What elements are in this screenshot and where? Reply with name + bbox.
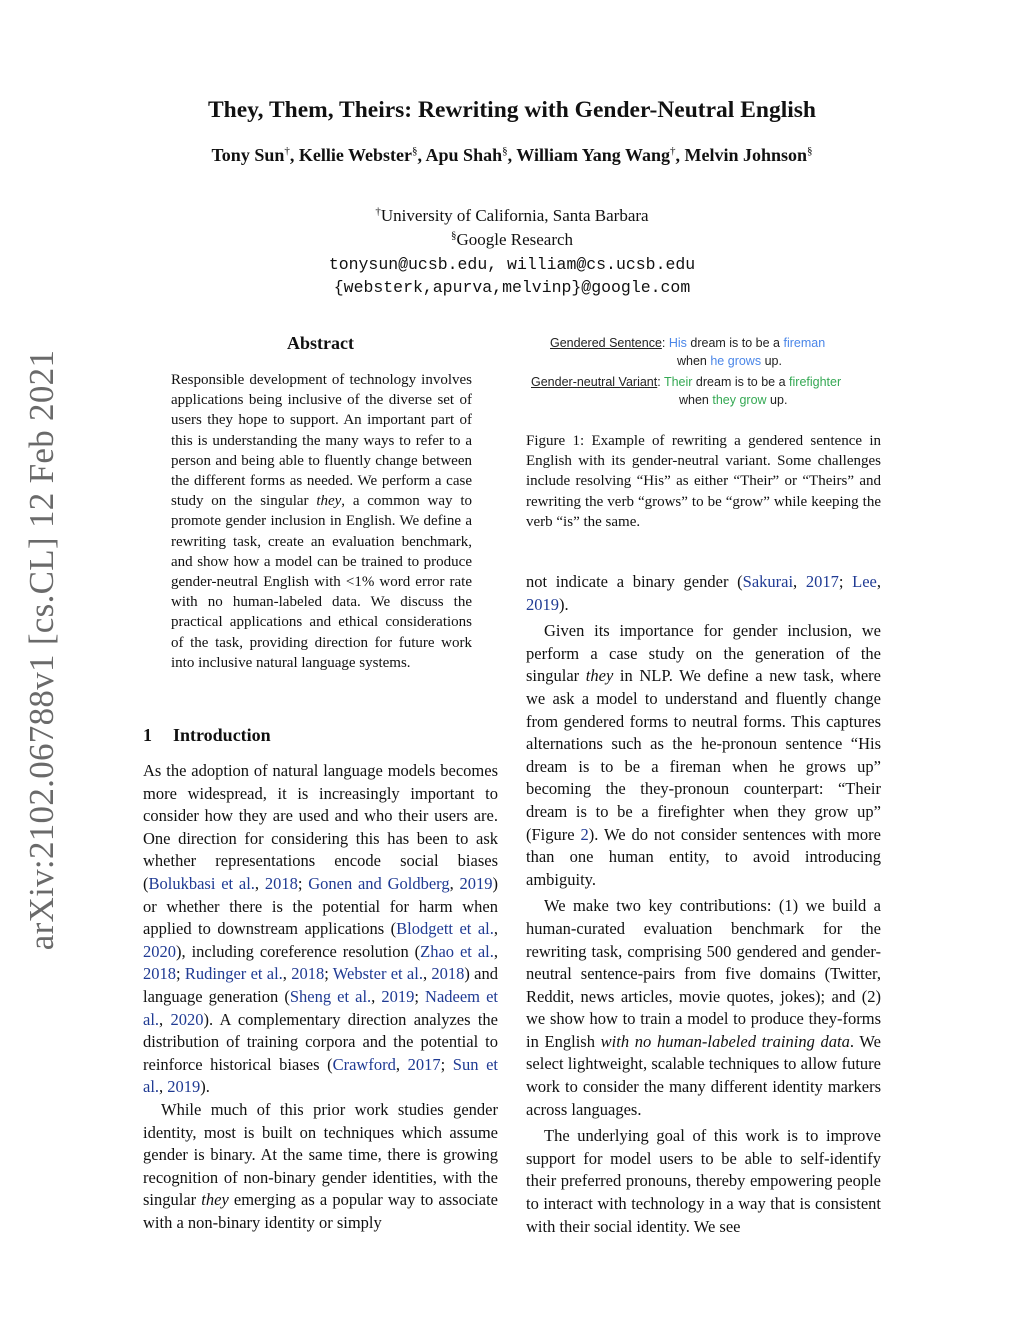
neutral-sentence-line-2 bbox=[679, 393, 787, 407]
paragraph: While much of this prior work studies gender identity, most is built on techniques which assume gender is binary. At the same time, there is growing recognition of non-binary gender identities, with the singular they emerging as a popular way to associate with a non-binary identity or simply bbox=[143, 1099, 498, 1232]
gendered-word: he grows bbox=[710, 354, 762, 368]
citation-link[interactable]: 2019 bbox=[526, 594, 559, 614]
citation-link[interactable]: Lee bbox=[852, 572, 877, 591]
figure-1-caption: Figure 1: Example of rewriting a gendered sentence in English with its gender-neutral variant. Some challenges include resolving “His” as either “Their” or “Theirs” and rewriting the verb “grows” to be “grow” while keeping the verb “is” the same. bbox=[526, 433, 881, 530]
citation-link[interactable]: 2020 bbox=[170, 1009, 204, 1029]
affiliation-mark: † bbox=[375, 205, 381, 218]
sentence-text: up. bbox=[761, 354, 782, 368]
email-line-2: {websterk,apurva,melvinp}@google.com bbox=[333, 278, 691, 297]
author-mark: § bbox=[807, 145, 813, 157]
citation-link[interactable]: 2017 bbox=[805, 572, 839, 591]
paragraph: not indicate a binary gender (Sakurai, 2017; Lee, 2019). bbox=[526, 572, 882, 614]
citation-link[interactable]: 2 bbox=[580, 824, 589, 844]
author-list: Tony Sun†, Kellie Webster§, Apu Shah§, William Yang Wang†, Melvin Johnson§ bbox=[211, 145, 813, 165]
citation-link[interactable]: 2018 bbox=[291, 964, 325, 984]
author-name: Apu Shah bbox=[425, 145, 503, 165]
email-line-1: tonysun@ucsb.edu, william@cs.ucsb.edu bbox=[328, 255, 696, 274]
left-column bbox=[143, 760, 498, 1234]
citation-link[interactable]: 2018 bbox=[143, 964, 176, 984]
gendered-label: Gendered Sentence bbox=[550, 336, 662, 350]
citation-link[interactable]: 2019 bbox=[167, 1077, 201, 1097]
author-mark: † bbox=[670, 145, 676, 157]
citation-link[interactable]: 2018 bbox=[431, 964, 465, 984]
sentence-text: up. bbox=[766, 393, 788, 407]
right-column bbox=[526, 571, 881, 1238]
neutral-word: firefighter bbox=[789, 375, 842, 389]
author-mark: § bbox=[412, 145, 418, 157]
paragraph: Given its importance for gender inclusion, we perform a case study on the generation of the singular they in NLP. We define a new task, where we ask a model to understand and fluently change from gendered forms to neutral forms. This captures alternations such as the he-pronoun sentence “His dream is to be a fireman when he grows up” becoming the they-pronoun counterpart: “Their dream is to be a firefighter when they grow up” (Figure 2). We do not consider sentences with more than one human entity, to avoid introducing ambiguity. bbox=[526, 621, 881, 889]
gendered-word: His bbox=[668, 336, 687, 350]
author-name: Kellie Webster bbox=[298, 145, 413, 165]
citation-link[interactable]: Rudinger et al. bbox=[184, 964, 283, 984]
paper-title: They, Them, Theirs: Rewriting with Gender-Neutral English bbox=[208, 97, 816, 123]
emphasis-text: they bbox=[585, 666, 614, 686]
citation-link[interactable]: Sun et al. bbox=[143, 1054, 498, 1097]
affiliation-name: Google Research bbox=[456, 230, 574, 249]
citation-link[interactable]: Zhao et al. bbox=[420, 941, 494, 961]
author-name: William Yang Wang bbox=[516, 145, 670, 165]
sentence-text: dream is to be a bbox=[686, 336, 784, 350]
gendered-sentence-line-1: Gendered Sentence: His dream is to be a fireman bbox=[550, 336, 826, 350]
section-number: 1 bbox=[143, 725, 152, 745]
gendered-word: fireman bbox=[783, 336, 826, 350]
citation-link[interactable]: Sakurai bbox=[742, 572, 794, 591]
author-name: Melvin Johnson bbox=[684, 145, 808, 165]
abstract-text: Responsible development of technology involves applications being inclusive of the diverse set of users they hope to support. An important part of this is understanding the many ways to refer to a person and being able to fluently change between the different forms as needed. We perform a case study on the singular they, a common way to promote gender inclusion in English. We define a rewriting task, create an evaluation benchmark, and show how a model can be trained to produce gender-neutral English with <1% word error rate with no human-labeled data. We discuss the practical applications and ethical considerations of the task, providing direction for future work into inclusive natural language systems. bbox=[171, 372, 473, 671]
emphasis-text: they bbox=[201, 1190, 229, 1210]
neutral-word: they grow bbox=[712, 393, 767, 407]
arxiv-stamp-text: arXiv:2102.06788v1 [cs.CL] 12 Feb 2021 bbox=[22, 349, 61, 951]
paragraph: The underlying goal of this work is to improve support for model users to be able to self-identify their preferred pronouns, thereby empowering people to interact with technology in a way that is consistent with their social identity. We see bbox=[526, 1126, 881, 1236]
neutral-word: Their bbox=[663, 375, 693, 389]
neutral-label: Gender-neutral Variant bbox=[531, 375, 658, 389]
citation-link[interactable]: Crawford bbox=[332, 1054, 396, 1074]
paragraph: As the adoption of natural language models becomes more widespread, it is increasingly important to consider how they are used and who their users are. One direction for considering this has been to ask whether representations encode social biases (Bolukbasi et al., 2018; Gonen and Goldberg, 2019) or whether there is the potential for harm when applied to downstream applications (Blodgett et al., 2020), including coreference resolution (Zhao et al., 2018; Rudinger et al., 2018; Webster et al., 2018) and language generation (Sheng et al., 2019; Nadeem et al., 2020). A complementary direction analyzes the distribution of training corpora and the potential to reinforce historical biases (Crawford, 2017; Sun et al., 2019). bbox=[143, 761, 499, 1097]
neutral-sentence-line-1: Gender-neutral Variant: Their dream is to be a firefighter bbox=[531, 375, 842, 389]
emphasis-they: they bbox=[316, 493, 342, 510]
citation-link[interactable]: 2019 bbox=[381, 986, 415, 1006]
affiliation-google bbox=[0, 230, 1024, 250]
affiliation-mark: § bbox=[450, 229, 457, 242]
emphasis-text: with no human-labeled training data bbox=[600, 1031, 850, 1051]
figure-1-illustration bbox=[526, 330, 881, 415]
citation-link[interactable]: Blodgett et al. bbox=[396, 919, 494, 939]
citation-link[interactable]: Nadeem et al. bbox=[143, 986, 498, 1029]
citation-link[interactable]: 2020 bbox=[143, 941, 176, 961]
citation-link[interactable]: 2019 bbox=[459, 873, 493, 893]
affiliation-name: University of California, Santa Barbara bbox=[380, 206, 649, 225]
sentence-text: when bbox=[679, 393, 713, 407]
affiliation-ucsb bbox=[0, 206, 1024, 226]
sentence-text: dream is to be a bbox=[692, 375, 790, 389]
citation-link[interactable]: Gonen and Goldberg bbox=[308, 873, 450, 893]
citation-link[interactable]: 2018 bbox=[264, 873, 298, 893]
section-heading-introduction bbox=[143, 725, 271, 746]
paragraph: We make two key contributions: (1) we build a human-curated evaluation benchmark for the rewriting task, comprising 500 gendered and gender-neutral sentence-pairs from five domains (Twitter, Reddit, news articles, movie quotes, jokes); and (2) we show how to train a model to produce they-forms in English with no human-labeled training data. We select lightweight, scalable techniques to allow future work to consider the many different identity markers across languages. bbox=[526, 896, 881, 1119]
author-name: Tony Sun bbox=[211, 145, 285, 165]
section-title: Introduction bbox=[173, 725, 271, 745]
gendered-sentence-line-2 bbox=[677, 354, 782, 368]
sentence-text: when bbox=[677, 354, 711, 368]
arxiv-stamp bbox=[22, 349, 62, 951]
citation-link[interactable]: Bolukbasi et al. bbox=[148, 873, 255, 893]
citation-link[interactable]: Sheng et al. bbox=[289, 986, 372, 1006]
abstract-heading: Abstract bbox=[287, 333, 354, 353]
author-mark: † bbox=[284, 145, 290, 157]
citation-link[interactable]: 2017 bbox=[407, 1054, 441, 1074]
citation-link[interactable]: Webster et al. bbox=[332, 964, 423, 984]
author-mark: § bbox=[502, 145, 508, 157]
